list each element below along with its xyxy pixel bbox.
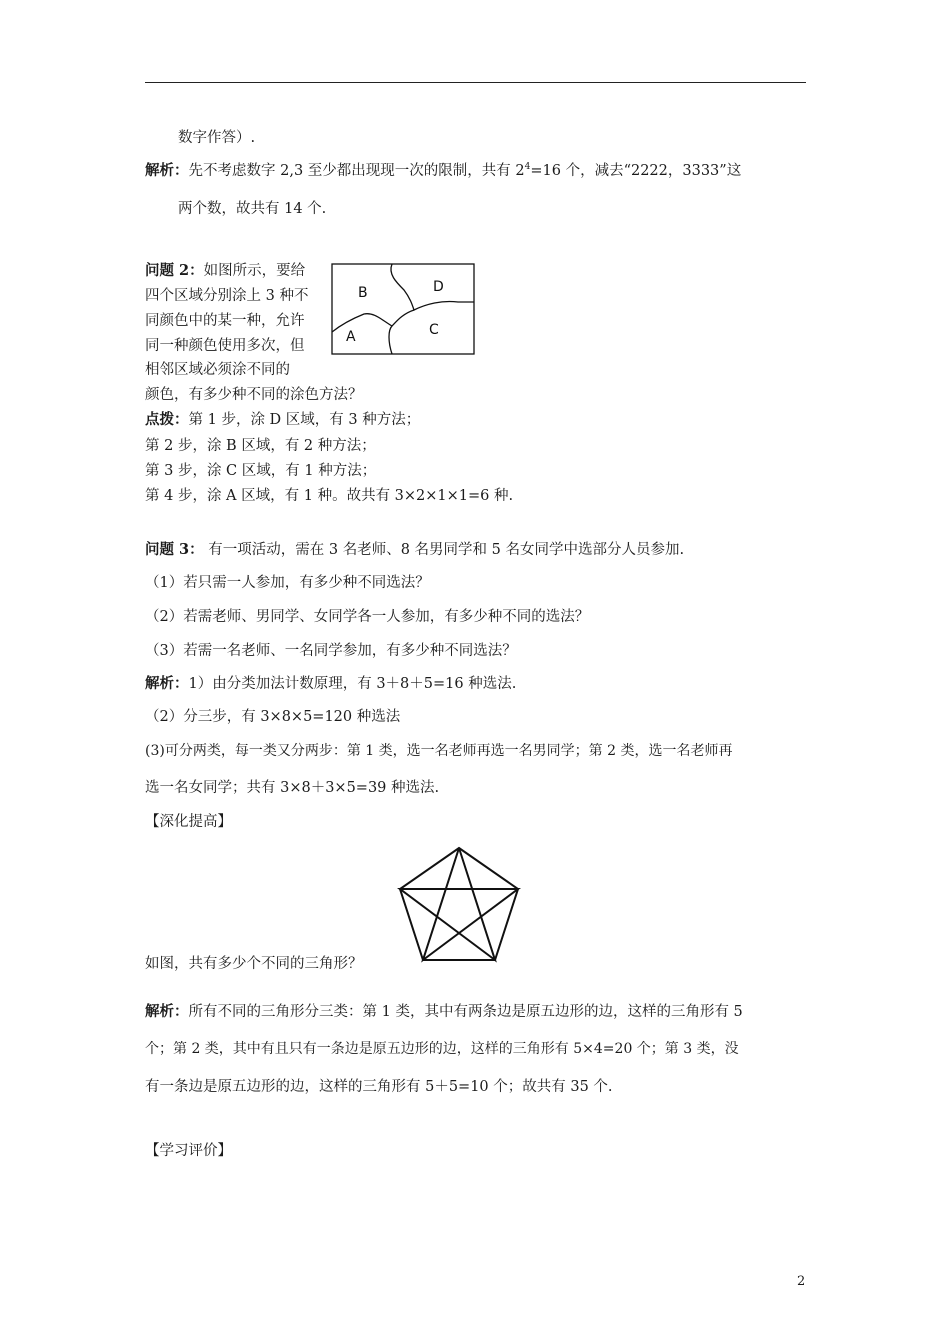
solution-3-line4: 选一名女同学；共有 3×8＋3×5=39 种选法. — [145, 780, 440, 796]
solution-3-label: 解析： — [145, 675, 189, 692]
continuation-text: 数字作答）. — [178, 130, 256, 146]
problem-2-line6: 颜色，有多少种不同的涂色方法？ — [145, 387, 363, 403]
header-rule — [145, 82, 806, 83]
problem-2-line3: 同颜色中的某一种，允许 — [145, 313, 305, 329]
problem-2-line1: 问题 2：如图所示，要给 — [145, 262, 306, 279]
pentagon-solution-label: 解析： — [145, 1003, 189, 1020]
problem-2-label: 问题 2： — [145, 262, 204, 279]
problem-2-line2: 四个区域分别涂上 3 种不 — [145, 288, 309, 304]
region-label-c: C — [429, 322, 439, 338]
problem-2-line5: 相邻区域必须涂不同的 — [145, 362, 290, 378]
solution-3-line1: 解析：1）由分类加法计数原理，有 3＋8＋5=16 种选法. — [145, 675, 517, 692]
problem-3-label: 问题 3： — [145, 541, 204, 558]
pentagon-outline — [400, 848, 518, 960]
solution-1-line1: 解析：先不考虑数字 2,3 至少都出现现一次的限制，共有 $2^4=16$ 个，减去“2222，3333”这 — [145, 162, 742, 179]
pentagon-solution-line3: 有一条边是原五边形的边，这样的三角形有 5＋5=10 个；故共有 35 个. — [145, 1079, 613, 1095]
hint-label: 点拨： — [145, 411, 189, 428]
pentagon-solution-line2: 个；第 2 类，其中有且只有一条边是原五边形的边，这样的三角形有 5×4=20 个；第 3 类，没 — [145, 1041, 739, 1057]
section-deepen: 【深化提高】 — [145, 814, 232, 830]
boundary-a-b — [332, 314, 392, 332]
hint-line4: 第 4 步，涂 A 区域，有 1 种。故共有 3×2×1×1=6 种. — [145, 488, 514, 504]
region-label-a: A — [346, 329, 356, 345]
solution-label: 解析： — [145, 162, 189, 179]
region-label-b: B — [358, 285, 368, 301]
boundary-a-c — [389, 310, 414, 354]
problem-3-item-3: （3）若需一名老师、一名同学参加，有多少种不同选法？ — [145, 643, 517, 659]
region-label-d: D — [433, 279, 444, 295]
hint-line3: 第 3 步，涂 C 区域，有 1 种方法； — [145, 463, 377, 479]
problem-2-line4: 同一种颜色使用多次，但 — [145, 338, 305, 354]
solution-3-line2: （2）分三步，有 3×8×5=120 种选法 — [145, 709, 401, 725]
region-map-diagram — [330, 262, 476, 356]
problem-3-stem: 问题 3： 有一项活动，需在 3 名老师、8 名男同学和 5 名女同学中选部分人员参加. — [145, 541, 685, 558]
pentagon-question: 如图，共有多少个不同的三角形？ — [145, 956, 363, 972]
problem-3-item-2: （2）若需老师、男同学、女同学各一人参加，有多少种不同的选法？ — [145, 609, 590, 625]
section-evaluate: 【学习评价】 — [145, 1143, 232, 1159]
pentagon-solution-line1: 解析：所有不同的三角形分三类：第 1 类，其中有两条边是原五边形的边，这样的三角形有 5 — [145, 1003, 743, 1020]
solution-1-line2: 两个数，故共有 14 个. — [178, 201, 327, 217]
page-number: 2 — [797, 1274, 806, 1289]
solution-3-line3: (3)可分两类，每一类又分两步：第 1 类，选一名老师再选一名男同学；第 2 类，选一名老师再 — [145, 743, 733, 759]
problem-3-item-1: （1）若只需一人参加，有多少种不同选法？ — [145, 575, 430, 591]
hint-line1: 点拨：第 1 步，涂 D 区域，有 3 种方法； — [145, 411, 421, 428]
hint-line2: 第 2 步，涂 B 区域，有 2 种方法； — [145, 438, 376, 454]
pentagon-star-diagram — [396, 844, 522, 964]
